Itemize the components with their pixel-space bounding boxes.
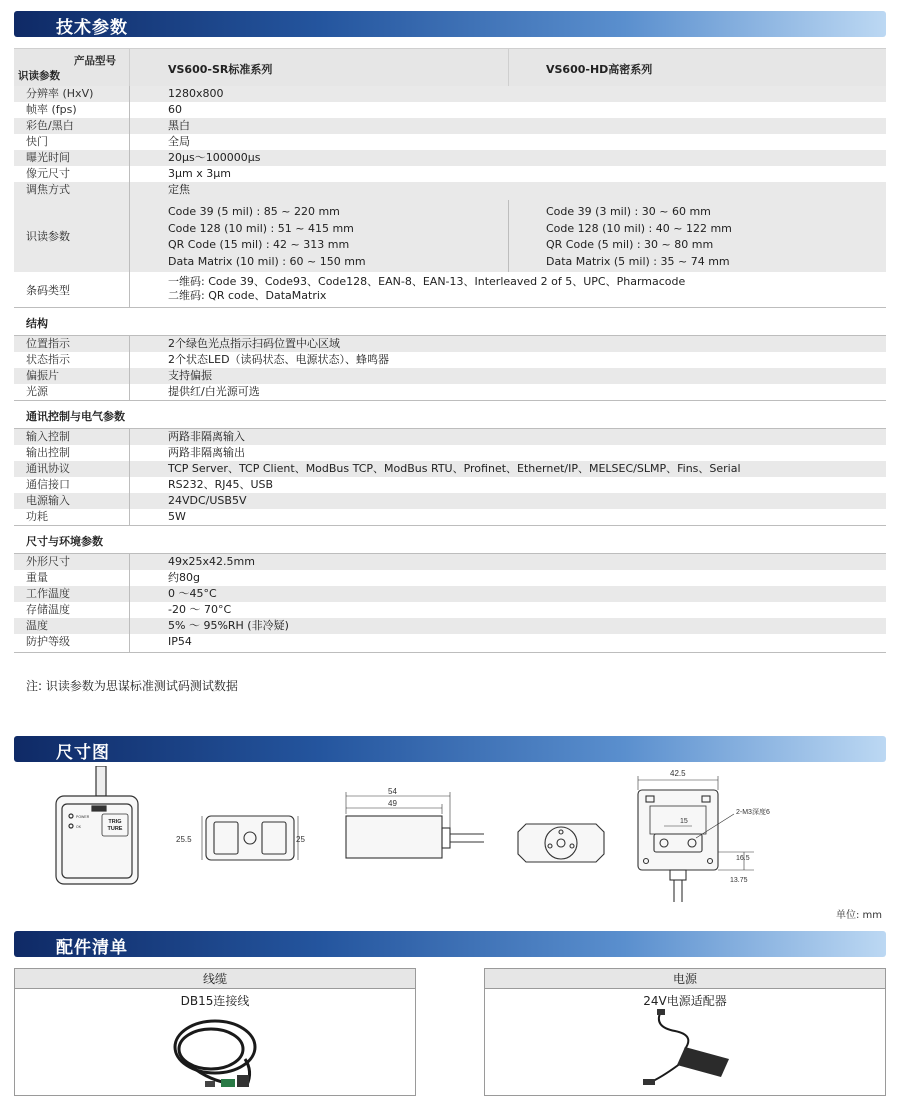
spec-row [14,150,886,166]
spec-row [14,134,886,150]
lens-view-drawing [202,816,298,860]
led-power-label: POWER [76,815,90,819]
spec-value: 5% ～ 95%RH (非冷疑) [168,619,289,632]
spec-row [14,182,886,200]
spec-label: 存储温度 [26,603,70,616]
spec-label: 电源输入 [26,494,70,507]
spec-label: 状态指示 [26,353,70,366]
read-param-sr [168,204,366,270]
spec-row [14,602,886,618]
read-param-row [14,200,886,272]
dim-13-75: 13.75 [730,877,748,884]
model-label: 产品型号 [74,55,116,67]
read-param-label: 识读参数 [18,70,60,82]
spec-row [14,384,886,400]
spec-value: 两路非隔离输入 [168,430,245,443]
comm-title: 通讯控制与电气参数 [26,410,125,423]
dimension-drawings [14,766,886,906]
read-value: Data Matrix (10 mil) : 60 ~ 150 mm [168,254,366,268]
comm-section [14,401,886,429]
logo-top: TRIG [108,819,122,825]
spec-row [14,336,886,352]
spec-value: 24VDC/USB5V [168,494,247,507]
spec-row [14,477,886,493]
logo-bottom: TURE [107,826,123,832]
spec-label: 重量 [26,571,48,584]
spec-row [14,570,886,586]
spec-value: 支持偏振 [168,369,212,382]
model-hd-header: VS600-HD高密系列 [546,63,653,76]
dim-42-5: 42.5 [670,769,686,778]
read-value: Code 128 (10 mil) : 51 ~ 415 mm [168,221,354,235]
spec-row [14,429,886,445]
spec-label: 外形尺寸 [26,555,70,568]
accessory-name: 24V电源适配器 [643,994,727,1008]
accessory-name: DB15连接线 [180,994,250,1008]
spec-value: 2个状态LED（读码状态、电源状态）、蜂鸣器 [168,353,390,366]
spec-label: 像元尺寸 [26,167,70,180]
spec-value: 全局 [168,135,190,148]
dimension-title: 尺寸图 [56,743,110,763]
dim-25-5: 25.5 [176,835,192,844]
spec-value: 定焦 [168,183,190,196]
led-ok-label: OK [76,825,82,829]
tech-specs-banner [14,11,886,37]
accessory-power-card [484,968,886,1096]
dim-25: 25 [296,835,305,844]
spec-label: 输入控制 [26,430,70,443]
power-adapter-image [485,1009,887,1095]
spec-label: 功耗 [26,510,48,523]
barcode-type-row [14,272,886,308]
spec-row [14,445,886,461]
spec-value: 2个绿色光点指示扫码位置中心区域 [168,337,340,350]
spec-label: 防护等级 [26,635,70,648]
read-param-hd [546,204,732,270]
env-title: 尺寸与环境参数 [26,535,103,548]
spec-value: TCP Server、TCP Client、ModBus TCP、ModBus RTU、Profinet、Ethernet/IP、MELSEC/SLMP、Fins、Serial [168,462,741,475]
dim-16-5: 16.5 [736,855,750,862]
spec-label: 工作温度 [26,587,70,600]
spec-label: 曝光时间 [26,151,70,164]
accessories-banner [14,931,886,957]
rear-view-drawing [518,824,604,862]
read-value: Code 128 (10 mil) : 40 ~ 122 mm [546,221,732,235]
spec-label: 帧率 (fps) [26,103,77,116]
read-param-row-label: 识读参数 [26,230,70,243]
dim-m3: 2-M3深度6 [736,809,770,816]
spec-row [14,634,886,652]
read-value: QR Code (15 mil) : 42 ~ 313 mm [168,238,350,251]
spec-value: 两路非隔离输出 [168,446,245,459]
spec-row [14,509,886,525]
read-value: Data Matrix (5 mil) : 35 ~ 74 mm [546,254,730,268]
spec-row [14,102,886,118]
accessory-cable-card [14,968,416,1096]
spec-row [14,352,886,368]
dimension-banner [14,736,886,762]
footnote: 注: 识读参数为思谋标准测试码测试数据 [26,679,238,693]
spec-header-row [14,48,886,86]
spec-label: 通讯协议 [26,462,70,475]
spec-value: 1280x800 [168,87,224,100]
dim-49: 49 [388,799,397,808]
spec-value: -20 ～ 70°C [168,603,232,616]
db15-cable-image [15,1009,417,1095]
spec-row [14,586,886,602]
spec-label: 偏振片 [26,369,59,382]
side-view-drawing [346,792,484,858]
spec-value: 5W [168,510,186,523]
spec-label: 彩色/黑白 [26,119,74,132]
structure-title: 结构 [26,317,48,330]
spec-row [14,118,886,134]
read-value: QR Code (5 mil) : 30 ~ 80 mm [546,238,714,251]
accessories-title: 配件清单 [56,938,128,958]
spec-row [14,493,886,509]
spec-value: 49x25x42.5mm [168,555,255,568]
barcode-2d: 二维码: QR code、DataMatrix [168,289,327,302]
front-view-drawing [56,766,138,884]
barcode-type-label: 条码类型 [26,284,70,297]
spec-row [14,86,886,102]
spec-value: 黑白 [168,119,190,132]
spec-label: 分辨率 (HxV) [26,87,94,100]
spec-label: 位置指示 [26,337,70,350]
env-section [14,526,886,554]
spec-value: RS232、RJ45、USB [168,478,274,491]
spec-label: 温度 [26,619,48,632]
spec-label: 调焦方式 [26,183,70,196]
barcode-1d: 一维码: Code 39、Code93、Code128、EAN-8、EAN-13、Interleaved 2 of 5、UPC、Pharmacode [168,275,686,288]
spec-row [14,554,886,570]
spec-row [14,166,886,182]
structure-section [14,308,886,336]
accessory-header: 线缆 [15,969,415,989]
spec-row [14,618,886,634]
read-value: Code 39 (3 mil) : 30 ~ 60 mm [546,205,711,218]
spec-row [14,368,886,384]
spec-value: 60 [168,103,182,116]
tech-specs-title: 技术参数 [56,18,128,38]
dim-15: 15 [680,818,688,825]
spec-value: IP54 [168,635,192,648]
spec-label: 输出控制 [26,446,70,459]
spec-table [14,48,886,653]
spec-value: 0 ～45°C [168,587,217,600]
unit-label: 单位: mm [835,910,882,921]
spec-value: 3μm x 3μm [168,167,231,180]
dim-54: 54 [388,787,397,796]
spec-label: 通信接口 [26,478,70,491]
spec-label: 快门 [26,135,48,148]
spec-value: 20μs～100000μs [168,151,261,164]
model-sr-header: VS600-SR标准系列 [168,63,273,76]
spec-value: 约80g [168,571,200,584]
read-value: Code 39 (5 mil) : 85 ~ 220 mm [168,205,340,218]
accessory-header: 电源 [485,969,885,989]
spec-value: 提供红/白光源可选 [168,385,260,398]
spec-row [14,461,886,477]
spec-label: 光源 [26,385,48,398]
